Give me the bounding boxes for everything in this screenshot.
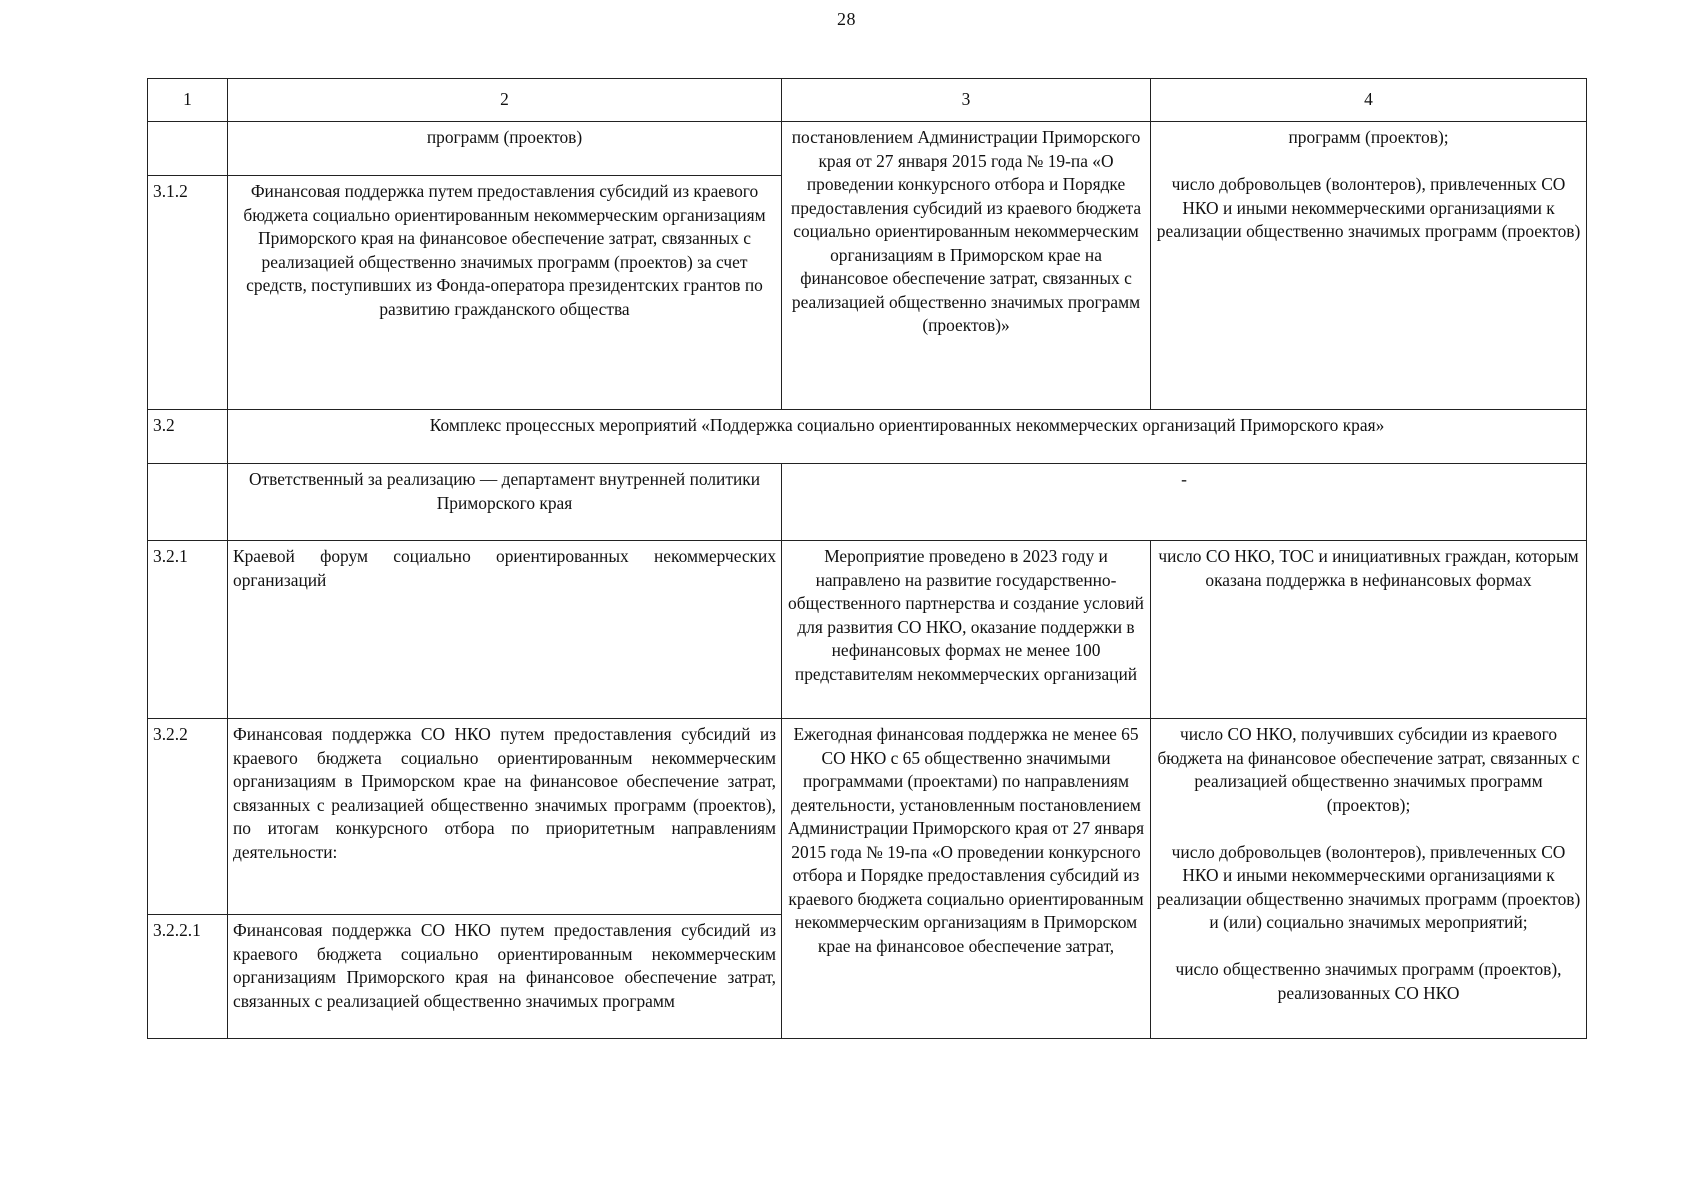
table-row-3-2 [148,410,1587,464]
row-3-1-2-col4: число добровольцев (волонтеров), привлеченных СО НКО и иными некоммерческими организациями к реализации общественно значимых программ (проектов) [1156,174,1581,241]
row-3-1-2-col4-cell [1151,122,1587,410]
row-number-3-2-2-1: 3.2.2.1 [148,915,228,1039]
row-3-2-2-col4-indicator-b: число добровольцев (волонтеров), привлеченных СО НКО и иными некоммерческими организациями к реализации общественно значимых программ (проектов) и (или) социально значимых мероприятий; [1156,841,1581,932]
section-3-2-title: Комплекс процессных мероприятий «Поддержка социально ориентированных некоммерческих организаций Приморского края» [228,410,1587,464]
responsible-text: Ответственный за реализацию — департамент внутренней политики Приморского края [228,464,782,541]
row-3-2-2-col4-cell [1151,719,1587,1039]
table-header-row [148,79,1587,122]
header-cell-3: 3 [782,79,1151,122]
measures-table [147,78,1587,1039]
row-3-2-2-col4-indicator-a: число СО НКО, получивших субсидии из краевого бюджета на финансовое обеспечение затрат, связанных с реализацией общественно значимых программ (проектов); [1157,724,1580,815]
row-3-2-2-1-col2: Финансовая поддержка СО НКО путем предоставления субсидий из краевого бюджета социально ориентированным некоммерческим организациям Приморского края на финансовое обеспечение затрат, связанных с реализацией общественно значимых программ [228,915,782,1039]
responsible-right: - [782,464,1587,541]
table-row-3-2-1 [148,541,1587,719]
row-number-3-2: 3.2 [148,410,228,464]
header-cell-1: 1 [148,79,228,122]
row-number-3-2-2: 3.2.2 [148,719,228,915]
table-row-3-2-2 [148,719,1587,915]
row-3-2-2-col2: Финансовая поддержка СО НКО путем предоставления субсидий из краевого бюджета социально ориентированным некоммерческим организациям в Приморском крае на финансовое обеспечение затрат, связанных с реализацией общественно значимых программ (проектов), по итогам конкурсного отбора по приоритетным направлениям деятельности: [228,719,782,915]
table-row-responsible [148,464,1587,541]
row-number-empty [148,464,228,541]
row-number-3-1-2: 3.1.2 [148,176,228,410]
row-3-1-2-col2: Финансовая поддержка путем предоставления субсидий из краевого бюджета социально ориентированным некоммерческим организациям Приморского края на финансовое обеспечение затрат, связанных с реализацией общественно значимых программ (проектов) за счет средств, поступивших из Фонда-оператора президентских грантов по развитию гражданского общества [228,176,782,410]
row-3-2-1-col4: число СО НКО, ТОС и инициативных граждан, которым оказана поддержка в нефинансовых формах [1151,541,1587,719]
header-cell-2: 2 [228,79,782,122]
header-cell-4: 4 [1151,79,1587,122]
row-3-1-2-col3: постановлением Администрации Приморского края от 27 января 2015 года № 19-па «О проведении конкурсного отбора и Порядке предоставления субсидий из краевого бюджета социально ориентированным некоммерческим организациям в Приморском крае на финансовое обеспечение затрат, связанных с реализацией общественно значимых программ (проектов)» [782,122,1151,410]
row-3-2-2-col3: Ежегодная финансовая поддержка не менее 65 СО НКО с 65 общественно значимыми программами (проектами) по направлениям деятельности, установленным постановлением Администрации Приморского края от 27 января 2015 года № 19-па «О проведении конкурсного отбора и Порядке предоставления субсидий из краевого бюджета социально ориентированным некоммерческим организациям в Приморском крае на финансовое обеспечение затрат, [782,719,1151,1039]
table-row-continuation [148,122,1587,176]
continuation-col2: программ (проектов) [228,122,782,176]
page-number: 28 [837,9,856,29]
row-number-3-2-1: 3.2.1 [148,541,228,719]
continuation-col4: программ (проектов); [1288,127,1449,147]
row-3-2-1-col3: Мероприятие проведено в 2023 году и направлено на развитие государственно-общественного партнерства и создание условий для развития СО НКО, оказание поддержки в нефинансовых формах не менее 100 представителям некоммерческих организаций [782,541,1151,719]
row-3-2-2-col4-indicator-c: число общественно значимых программ (проектов), реализованных СО НКО [1175,959,1562,1003]
row-3-2-1-col2: Краевой форум социально ориентированных некоммерческих организаций [228,541,782,719]
row-number-empty [148,122,228,176]
